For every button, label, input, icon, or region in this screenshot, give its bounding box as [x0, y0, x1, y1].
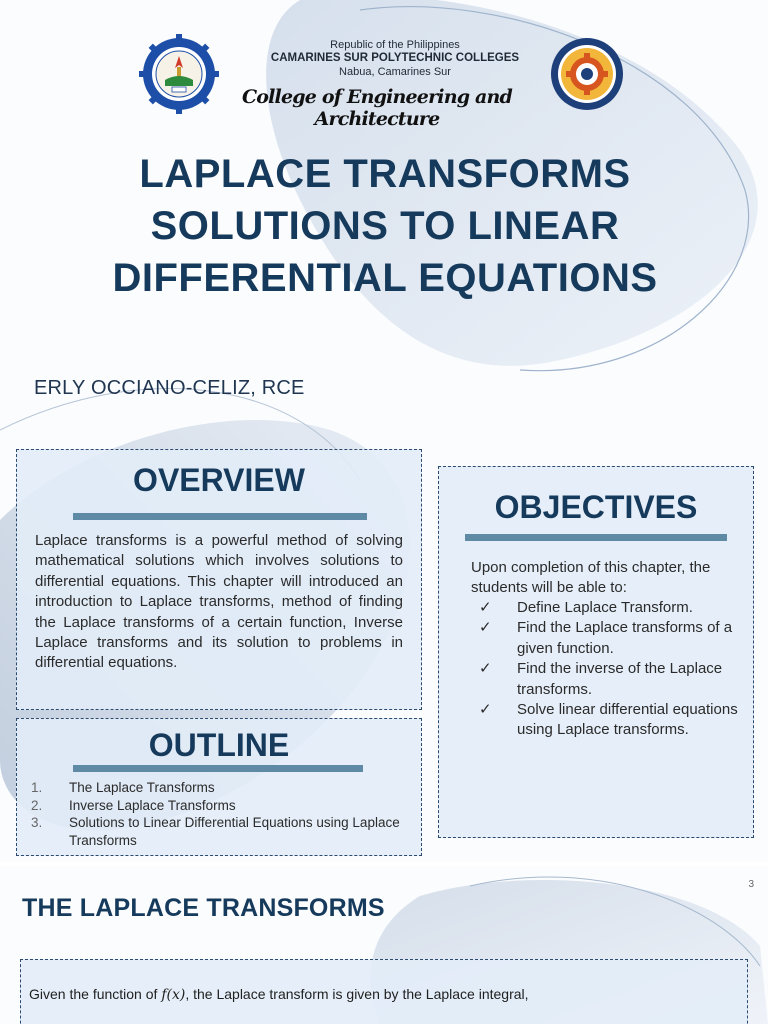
- definition-text: Given the function of f(x), the Laplace transform is given by the Laplace integral,: [29, 986, 529, 1003]
- school-location: Nabua, Camarines Sur: [339, 66, 451, 78]
- objectives-list: [479, 598, 749, 741]
- list-item: ✓ Find the Laplace transforms of a given function.: [479, 619, 733, 657]
- college-name: College of Engineering and Architecture: [241, 86, 513, 130]
- overview-box: [16, 449, 422, 710]
- title-line-3: DIFFERENTIAL EQUATIONS: [112, 256, 658, 300]
- list-item: ✓ Solve linear differential equations using Laplace transforms.: [479, 701, 738, 739]
- title-line-1: LAPLACE TRANSFORMS: [139, 152, 631, 196]
- overview-divider: [73, 513, 367, 520]
- checkmark-icon: ✓: [479, 701, 492, 719]
- outline-heading: OUTLINE: [148, 727, 290, 763]
- overview-text: Laplace transforms is a powerful method of solving mathematical solutions which involves solutions to differential equations. This chapter will introduced an introduction to Laplace transforms, method of finding the Laplace transforms of a certain function, Inverse Laplace transforms and its solution to problems in differential equations.: [35, 532, 403, 672]
- cspc-seal-icon: [139, 34, 219, 114]
- page-number: 3: [748, 879, 754, 890]
- republic-line: Republic of the Philippines: [330, 39, 460, 51]
- section-title: THE LAPLACE TRANSFORMS: [22, 894, 385, 922]
- objectives-box: [438, 466, 754, 838]
- checkmark-icon: ✓: [479, 660, 492, 678]
- outline-list: [31, 779, 411, 849]
- university-gear-seal-icon: [550, 37, 624, 111]
- objectives-heading: OBJECTIVES: [494, 489, 698, 525]
- page-2: [0, 866, 768, 1024]
- function-symbol: f(x): [161, 987, 186, 1003]
- list-item: 1. The Laplace Transforms: [31, 780, 215, 795]
- outline-divider: [73, 765, 363, 772]
- outline-box: [16, 718, 422, 856]
- school-name: CAMARINES SUR POLYTECHNIC COLLEGES: [270, 52, 520, 64]
- list-item: ✓ Define Laplace Transform.: [479, 598, 749, 618]
- checkmark-icon: ✓: [479, 619, 492, 637]
- list-item: 2. Inverse Laplace Transforms: [31, 797, 236, 813]
- author-name: ERLY OCCIANO-CELIZ, RCE: [34, 377, 305, 399]
- checkmark-icon: ✓: [479, 599, 492, 616]
- list-item: ✓ Find the inverse of the Laplace transforms.: [479, 660, 723, 698]
- definition-box: [20, 959, 748, 1024]
- overview-heading: OVERVIEW: [133, 462, 305, 498]
- title-line-2: SOLUTIONS TO LINEAR: [150, 204, 620, 248]
- objectives-intro: Upon completion of this chapter, the students will be able to:: [471, 559, 711, 597]
- list-item: 3. Solutions to Linear Differential Equations using Laplace Transforms: [31, 815, 400, 848]
- objectives-divider: [465, 534, 727, 541]
